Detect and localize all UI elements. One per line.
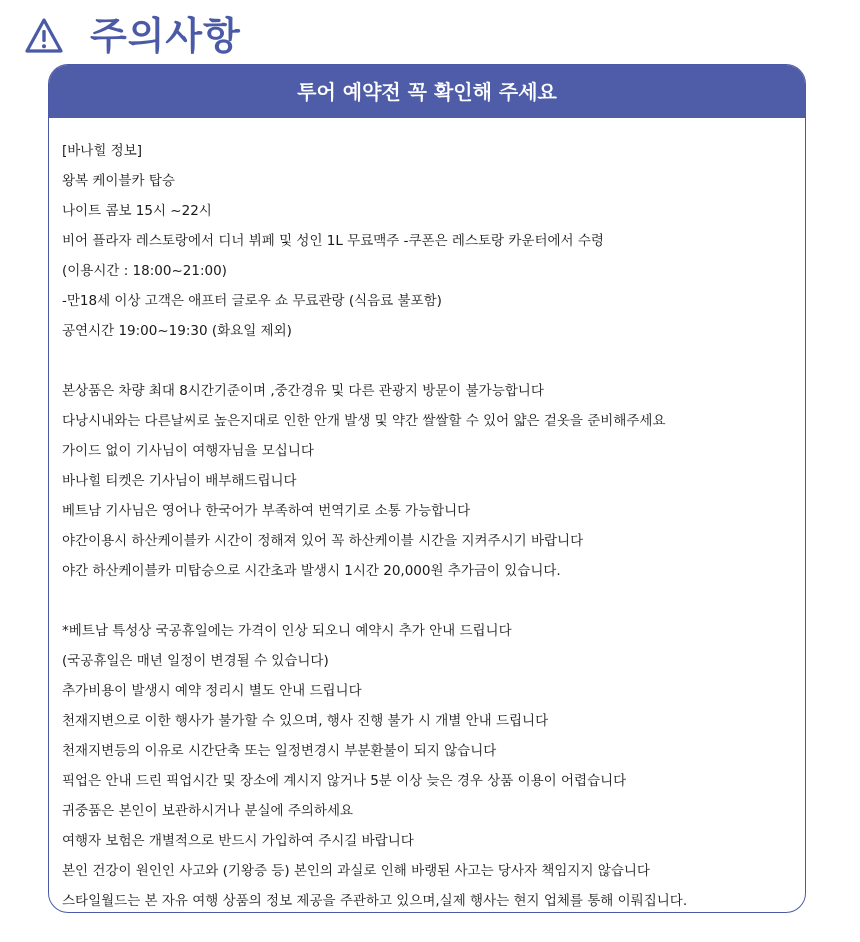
notice-line: 여행자 보험은 개별적으로 반드시 가입하여 주시길 바랍니다	[62, 833, 414, 849]
notice-line: (이용시간 : 18:00~21:00)	[62, 263, 227, 279]
blank-spacer	[62, 586, 805, 616]
notice-line: 공연시간 19:00~19:30 (화요일 제외)	[62, 323, 292, 339]
notice-line: 베트남 기사님은 영어나 한국어가 부족하여 번역기로 소통 가능합니다	[62, 503, 471, 519]
notice-line: 픽업은 안내 드린 픽업시간 및 장소에 계시지 않거나 5분 이상 늦은 경우 상품 이용이 어렵습니다	[62, 773, 627, 789]
notice-line: [바나힐 정보]	[62, 143, 143, 159]
notice-line: 야간이용시 하산케이블카 시간이 정해져 있어 꼭 하산케이블 시간을 지켜주시기 바랍니다	[62, 533, 584, 549]
notice-banner: 투어 예약전 꼭 확인해 주세요	[49, 65, 805, 118]
notice-body	[49, 118, 805, 913]
page-header	[24, 10, 241, 62]
notice-line: -만18세 이상 고객은 애프터 글로우 쇼 무료관랑 (식음료 불포함)	[62, 293, 442, 309]
notice-line: 천재지변으로 이한 행사가 불가할 수 있으며, 행사 진행 불가 시 개별 안내 드립니다	[62, 713, 549, 729]
notice-line: 야간 하산케이블카 미탑승으로 시간초과 발생시 1시간 20,000원 추가금이 있습니다.	[62, 563, 561, 579]
warning-triangle-icon	[24, 16, 64, 56]
notice-line: 귀중품은 본인이 보관하시거나 분실에 주의하세요	[62, 803, 354, 819]
notice-line: *베트남 특성상 국공휴일에는 가격이 인상 되오니 예약시 추가 안내 드립니다	[62, 623, 512, 639]
notice-line: 왕복 케이블카 탑승	[62, 173, 175, 189]
notice-line: 추가비용이 발생시 예약 정리시 별도 안내 드립니다	[62, 683, 362, 699]
notice-line: 본인 건강이 원인인 사고와 (기왕증 등) 본인의 과실로 인해 바랭된 사고는 당사자 책임지지 않습니다	[62, 863, 650, 879]
notice-line: (국공휴일은 매년 일정이 변경될 수 있습니다)	[62, 653, 329, 669]
notice-line: 스타일월드는 본 자유 여행 상품의 정보 제공을 주관하고 있으며,실제 행사는 현지 업체를 통해 이뤄집니다.	[62, 893, 688, 909]
blank-spacer	[62, 346, 805, 376]
notice-line: 다낭시내와는 다른날씨로 높은지대로 인한 안개 발생 및 약간 쌀쌀할 수 있어 얇은 겉옷을 준비해주세요	[62, 413, 666, 429]
notice-card	[48, 64, 806, 913]
notice-line: 가이드 없이 기사님이 여행자님을 모십니다	[62, 443, 314, 459]
notice-line: 나이트 콤보 15시 ~22시	[62, 203, 212, 219]
notice-line: 본상품은 차량 최대 8시간기준이며 ,중간경유 및 다른 관광지 방문이 불가능합니다	[62, 383, 544, 399]
notice-line: 천재지변등의 이유로 시간단축 또는 일정변경시 부분환불이 되지 않습니다	[62, 743, 497, 759]
notice-line: 비어 플라자 레스토랑에서 디너 뷔페 및 성인 1L 무료맥주 -쿠폰은 레스토랑 카운터에서 수령	[62, 233, 604, 249]
notice-line: 바나힐 티켓은 기사님이 배부해드립니다	[62, 473, 297, 489]
page-title: 주의사항	[90, 14, 241, 58]
